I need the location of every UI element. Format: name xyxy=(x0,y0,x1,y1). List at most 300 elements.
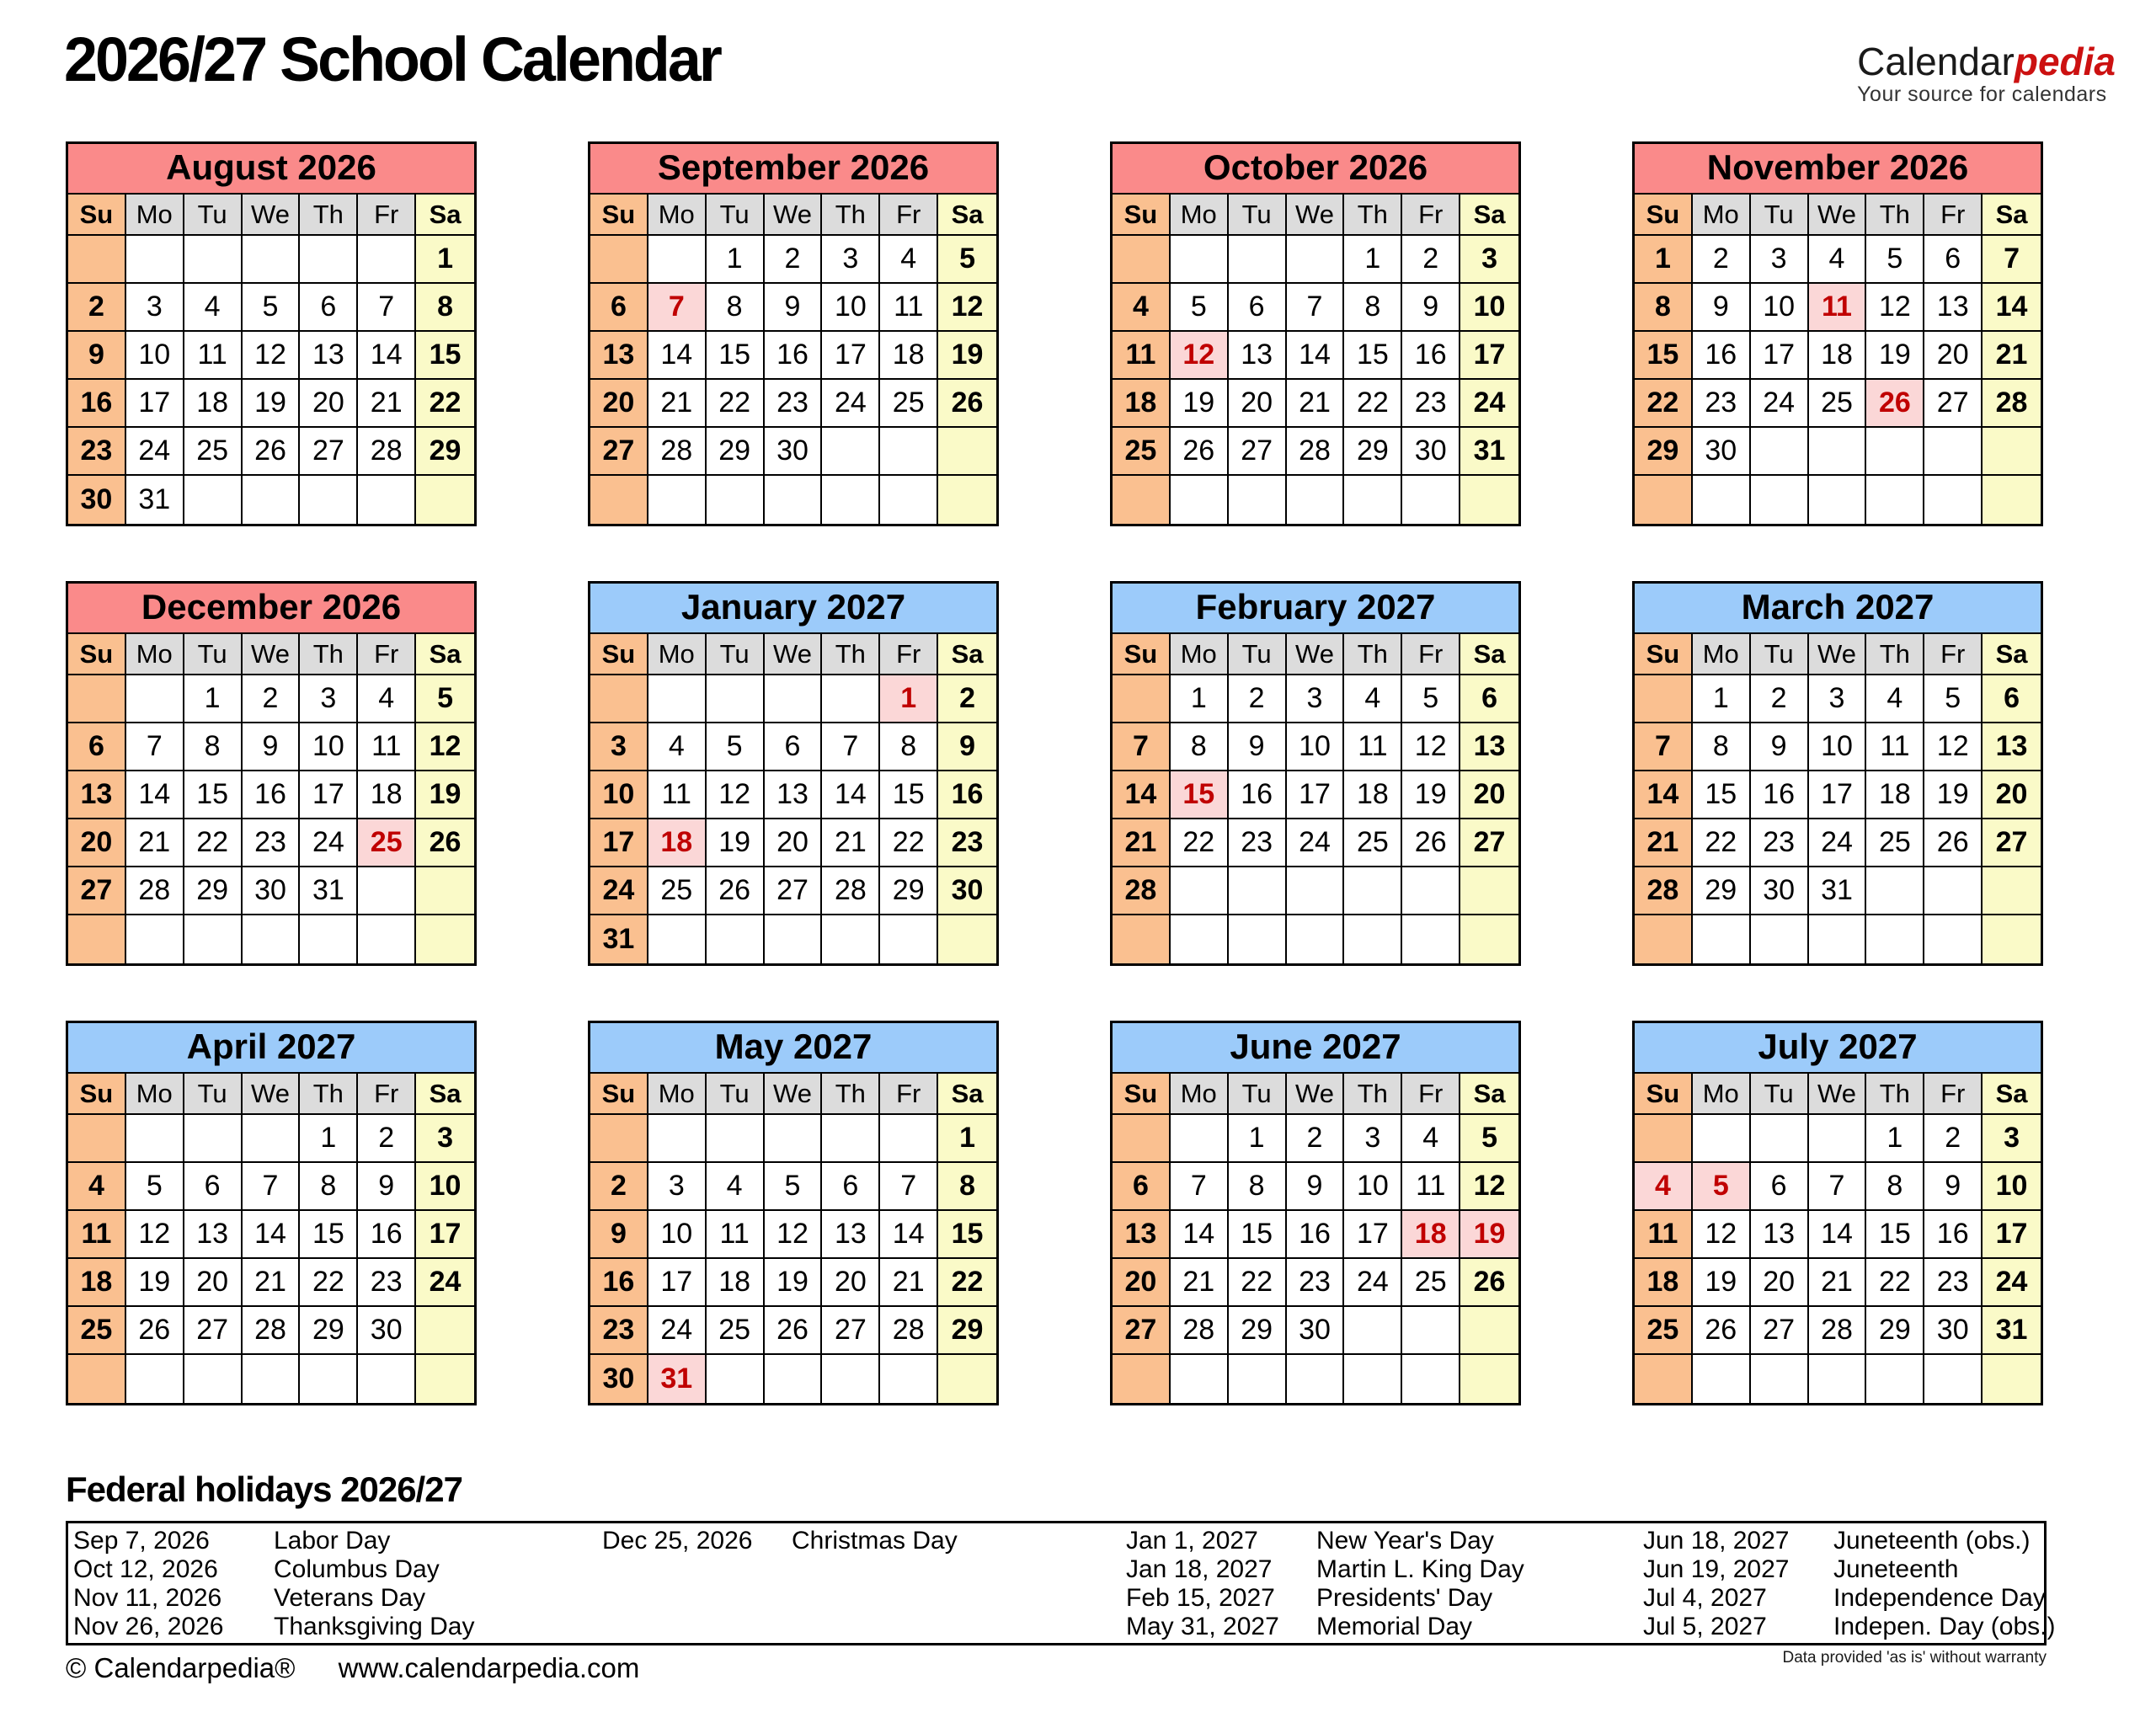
month-calendar xyxy=(66,1021,477,1405)
holiday-date: May 31, 2027 xyxy=(1126,1613,1279,1640)
weekday-header-cell: Mo xyxy=(126,1074,184,1115)
day-cell xyxy=(1171,476,1229,524)
day-cell: 10 xyxy=(1460,284,1518,332)
day-cell xyxy=(126,675,184,723)
day-cell xyxy=(880,428,938,476)
day-cell: 28 xyxy=(126,867,184,915)
day-cell: 1 xyxy=(1866,1115,1924,1163)
day-cell xyxy=(1402,1307,1460,1355)
disclaimer-text: Data provided 'as is' without warranty xyxy=(1782,1649,2047,1667)
weekday-header-cell: Mo xyxy=(1171,1074,1229,1115)
month-calendar xyxy=(1632,141,2043,526)
weekday-header-cell: Mo xyxy=(1171,634,1229,675)
weekday-header-cell: Fr xyxy=(1924,195,1983,236)
day-cell: 23 xyxy=(1402,380,1460,428)
day-cell: 20 xyxy=(1924,332,1983,380)
weekday-header-cell: Tu xyxy=(1751,1074,1809,1115)
weekday-header-cell: Th xyxy=(822,195,880,236)
day-cell: 24 xyxy=(1287,819,1345,867)
day-cell xyxy=(1983,867,2041,915)
day-cell xyxy=(243,1115,301,1163)
day-cell xyxy=(416,1307,474,1355)
day-cell: 9 xyxy=(1751,723,1809,771)
day-cell xyxy=(765,1355,823,1403)
day-cell: 29 xyxy=(880,867,938,915)
day-cell xyxy=(300,476,358,524)
day-cell: 29 xyxy=(1229,1307,1287,1355)
day-cell: 5 xyxy=(1171,284,1229,332)
weekday-header-cell: Th xyxy=(1866,1074,1924,1115)
day-cell: 14 xyxy=(1983,284,2041,332)
day-cell: 8 xyxy=(1171,723,1229,771)
day-cell: 20 xyxy=(590,380,648,428)
day-cell: 21 xyxy=(358,380,416,428)
day-cell xyxy=(822,915,880,963)
day-cell: 12 xyxy=(938,284,996,332)
day-cell: 13 xyxy=(1460,723,1518,771)
month-calendar xyxy=(588,581,999,966)
day-cell xyxy=(1344,476,1402,524)
day-cell: 5 xyxy=(707,723,765,771)
day-cell: 30 xyxy=(1751,867,1809,915)
day-cell: 7 xyxy=(1287,284,1345,332)
day-cell: 10 xyxy=(300,723,358,771)
day-cell xyxy=(1751,1115,1809,1163)
holiday-date: Jul 5, 2027 xyxy=(1643,1613,1767,1640)
day-cell: 9 xyxy=(1229,723,1287,771)
day-cell: 22 xyxy=(1171,819,1229,867)
day-cell: 15 xyxy=(300,1211,358,1259)
day-cell: 30 xyxy=(68,476,126,524)
day-cell: 9 xyxy=(590,1211,648,1259)
logo-brand-red: pedia xyxy=(2014,40,2116,83)
weekday-header-cell: Mo xyxy=(1693,1074,1751,1115)
day-cell: 30 xyxy=(1924,1307,1983,1355)
day-cell: 18 xyxy=(880,332,938,380)
day-cell xyxy=(243,236,301,284)
day-cell: 19 xyxy=(126,1259,184,1307)
day-cell xyxy=(938,915,996,963)
weekday-header-row xyxy=(1635,1074,2041,1115)
weekday-header-cell: Mo xyxy=(126,195,184,236)
day-cell: 10 xyxy=(1344,1163,1402,1211)
weekday-header-cell: Su xyxy=(68,195,126,236)
month-days xyxy=(68,1115,474,1403)
federal-holidays-heading: Federal holidays 2026/27 xyxy=(66,1469,462,1509)
day-cell: 25 xyxy=(1402,1259,1460,1307)
day-cell xyxy=(1287,236,1345,284)
day-cell: 13 xyxy=(1983,723,2041,771)
day-cell xyxy=(1635,1355,1693,1403)
day-cell: 29 xyxy=(1344,428,1402,476)
day-cell xyxy=(243,476,301,524)
day-cell xyxy=(1693,1355,1751,1403)
day-cell: 23 xyxy=(938,819,996,867)
day-cell: 24 xyxy=(416,1259,474,1307)
day-cell: 13 xyxy=(68,771,126,819)
day-cell xyxy=(765,915,823,963)
day-cell: 3 xyxy=(1751,236,1809,284)
day-cell xyxy=(1809,476,1867,524)
weekday-header-cell: Sa xyxy=(938,1074,996,1115)
day-cell: 20 xyxy=(1983,771,2041,819)
day-cell: 6 xyxy=(590,284,648,332)
day-cell: 10 xyxy=(648,1211,707,1259)
day-cell: 26 xyxy=(1460,1259,1518,1307)
day-cell: 12 xyxy=(1402,723,1460,771)
day-cell: 11 xyxy=(1635,1211,1693,1259)
day-cell: 1 xyxy=(416,236,474,284)
day-cell: 23 xyxy=(358,1259,416,1307)
month-calendar xyxy=(66,581,477,966)
day-cell xyxy=(707,476,765,524)
day-cell: 2 xyxy=(590,1163,648,1211)
day-cell: 17 xyxy=(590,819,648,867)
month-title: October 2026 xyxy=(1113,144,1518,195)
holiday-name: New Year's Day xyxy=(1316,1527,1494,1555)
day-cell: 14 xyxy=(243,1211,301,1259)
weekday-header-cell: We xyxy=(243,195,301,236)
day-cell xyxy=(1229,1355,1287,1403)
day-cell: 31 xyxy=(1983,1307,2041,1355)
day-cell: 8 xyxy=(184,723,243,771)
weekday-header-cell: Mo xyxy=(1693,195,1751,236)
day-cell: 22 xyxy=(1635,380,1693,428)
day-cell: 14 xyxy=(880,1211,938,1259)
day-cell: 28 xyxy=(1171,1307,1229,1355)
day-cell: 28 xyxy=(358,428,416,476)
day-cell: 27 xyxy=(1113,1307,1171,1355)
holiday-day-cell: 31 xyxy=(648,1355,707,1403)
day-cell: 4 xyxy=(1344,675,1402,723)
day-cell: 26 xyxy=(416,819,474,867)
day-cell: 5 xyxy=(938,236,996,284)
day-cell xyxy=(1809,428,1867,476)
day-cell xyxy=(707,1355,765,1403)
holiday-date: Sep 7, 2026 xyxy=(73,1527,210,1555)
weekday-header-cell: Fr xyxy=(1402,1074,1460,1115)
day-cell xyxy=(300,915,358,963)
day-cell xyxy=(416,476,474,524)
weekday-header-cell: Su xyxy=(68,1074,126,1115)
day-cell xyxy=(184,476,243,524)
day-cell: 5 xyxy=(1866,236,1924,284)
month-title: August 2026 xyxy=(68,144,474,195)
day-cell: 28 xyxy=(243,1307,301,1355)
day-cell: 17 xyxy=(1460,332,1518,380)
day-cell: 3 xyxy=(126,284,184,332)
day-cell: 16 xyxy=(243,771,301,819)
weekday-header-row xyxy=(68,634,474,675)
day-cell: 12 xyxy=(243,332,301,380)
day-cell xyxy=(880,1115,938,1163)
day-cell: 15 xyxy=(1229,1211,1287,1259)
day-cell xyxy=(184,915,243,963)
day-cell xyxy=(1171,236,1229,284)
day-cell xyxy=(822,428,880,476)
month-title: June 2027 xyxy=(1113,1023,1518,1074)
day-cell: 8 xyxy=(416,284,474,332)
day-cell: 29 xyxy=(416,428,474,476)
day-cell xyxy=(880,1355,938,1403)
day-cell: 24 xyxy=(1751,380,1809,428)
month-days xyxy=(1113,675,1518,963)
day-cell xyxy=(126,236,184,284)
month-calendar xyxy=(1632,581,2043,966)
weekday-header-cell: Fr xyxy=(358,634,416,675)
day-cell: 22 xyxy=(416,380,474,428)
day-cell xyxy=(1983,428,2041,476)
day-cell: 9 xyxy=(358,1163,416,1211)
month-title: March 2027 xyxy=(1635,584,2041,634)
day-cell xyxy=(1460,476,1518,524)
day-cell: 3 xyxy=(822,236,880,284)
day-cell: 28 xyxy=(1287,428,1345,476)
day-cell xyxy=(1171,867,1229,915)
day-cell: 2 xyxy=(1693,236,1751,284)
day-cell: 3 xyxy=(1983,1115,2041,1163)
day-cell: 13 xyxy=(1751,1211,1809,1259)
day-cell: 26 xyxy=(126,1307,184,1355)
day-cell: 18 xyxy=(1113,380,1171,428)
day-cell: 11 xyxy=(184,332,243,380)
day-cell: 13 xyxy=(300,332,358,380)
day-cell xyxy=(880,915,938,963)
day-cell xyxy=(822,675,880,723)
weekday-header-cell: Su xyxy=(1113,1074,1171,1115)
day-cell: 17 xyxy=(1344,1211,1402,1259)
month-days xyxy=(590,1115,996,1403)
day-cell: 19 xyxy=(1924,771,1983,819)
day-cell xyxy=(590,1115,648,1163)
day-cell xyxy=(1287,915,1345,963)
day-cell: 17 xyxy=(300,771,358,819)
day-cell xyxy=(590,236,648,284)
day-cell: 1 xyxy=(184,675,243,723)
day-cell: 12 xyxy=(1924,723,1983,771)
day-cell: 27 xyxy=(1460,819,1518,867)
day-cell xyxy=(1635,915,1693,963)
holiday-name: Christmas Day xyxy=(792,1527,958,1555)
day-cell: 26 xyxy=(1171,428,1229,476)
month-title: September 2026 xyxy=(590,144,996,195)
day-cell: 13 xyxy=(1113,1211,1171,1259)
day-cell xyxy=(184,1355,243,1403)
day-cell xyxy=(184,1115,243,1163)
month-calendar xyxy=(588,1021,999,1405)
day-cell: 24 xyxy=(1809,819,1867,867)
day-cell: 12 xyxy=(1866,284,1924,332)
holiday-name: Presidents' Day xyxy=(1316,1584,1493,1612)
holiday-name: Memorial Day xyxy=(1316,1613,1473,1640)
weekday-header-cell: Th xyxy=(822,634,880,675)
month-calendar xyxy=(588,141,999,526)
day-cell: 6 xyxy=(1460,675,1518,723)
day-cell: 19 xyxy=(765,1259,823,1307)
day-cell xyxy=(1113,915,1171,963)
day-cell: 25 xyxy=(648,867,707,915)
day-cell: 27 xyxy=(184,1307,243,1355)
day-cell: 12 xyxy=(707,771,765,819)
day-cell xyxy=(938,1355,996,1403)
day-cell xyxy=(822,1355,880,1403)
holiday-day-cell: 19 xyxy=(1460,1211,1518,1259)
day-cell: 10 xyxy=(416,1163,474,1211)
day-cell: 24 xyxy=(126,428,184,476)
weekday-header-cell: Tu xyxy=(1751,195,1809,236)
day-cell xyxy=(1635,675,1693,723)
day-cell xyxy=(1402,476,1460,524)
day-cell: 22 xyxy=(707,380,765,428)
day-cell: 2 xyxy=(68,284,126,332)
holiday-day-cell: 12 xyxy=(1171,332,1229,380)
day-cell: 20 xyxy=(822,1259,880,1307)
day-cell: 6 xyxy=(1924,236,1983,284)
day-cell: 20 xyxy=(1460,771,1518,819)
holiday-day-cell: 26 xyxy=(1866,380,1924,428)
day-cell: 8 xyxy=(880,723,938,771)
weekday-header-row xyxy=(1635,195,2041,236)
weekday-header-cell: Th xyxy=(1344,195,1402,236)
day-cell: 27 xyxy=(1229,428,1287,476)
month-title: July 2027 xyxy=(1635,1023,2041,1074)
day-cell xyxy=(822,476,880,524)
day-cell: 22 xyxy=(1344,380,1402,428)
calendarpedia-logo xyxy=(1857,42,2116,107)
day-cell: 29 xyxy=(1635,428,1693,476)
day-cell xyxy=(765,1115,823,1163)
day-cell: 10 xyxy=(590,771,648,819)
day-cell: 2 xyxy=(1751,675,1809,723)
day-cell: 9 xyxy=(938,723,996,771)
day-cell xyxy=(938,476,996,524)
day-cell xyxy=(648,675,707,723)
month-title: February 2027 xyxy=(1113,584,1518,634)
month-title: April 2027 xyxy=(68,1023,474,1074)
day-cell: 30 xyxy=(358,1307,416,1355)
day-cell: 24 xyxy=(1460,380,1518,428)
holiday-date: Nov 11, 2026 xyxy=(73,1584,222,1612)
day-cell xyxy=(1693,476,1751,524)
day-cell xyxy=(416,915,474,963)
day-cell: 23 xyxy=(1924,1259,1983,1307)
day-cell xyxy=(1924,867,1983,915)
day-cell: 24 xyxy=(822,380,880,428)
day-cell: 3 xyxy=(1344,1115,1402,1163)
day-cell xyxy=(358,236,416,284)
holiday-date: Jan 1, 2027 xyxy=(1126,1527,1258,1555)
day-cell: 25 xyxy=(184,428,243,476)
day-cell: 23 xyxy=(1751,819,1809,867)
day-cell: 10 xyxy=(822,284,880,332)
day-cell: 27 xyxy=(590,428,648,476)
day-cell: 25 xyxy=(1635,1307,1693,1355)
day-cell: 17 xyxy=(822,332,880,380)
day-cell: 3 xyxy=(416,1115,474,1163)
weekday-header-row xyxy=(590,195,996,236)
day-cell: 8 xyxy=(938,1163,996,1211)
day-cell xyxy=(1751,1355,1809,1403)
weekday-header-cell: Su xyxy=(1635,195,1693,236)
day-cell xyxy=(300,1355,358,1403)
holiday-day-cell: 7 xyxy=(648,284,707,332)
day-cell: 18 xyxy=(1866,771,1924,819)
day-cell: 2 xyxy=(1402,236,1460,284)
month-days xyxy=(1113,1115,1518,1403)
day-cell: 4 xyxy=(880,236,938,284)
month-days xyxy=(590,675,996,963)
day-cell: 6 xyxy=(1229,284,1287,332)
day-cell: 11 xyxy=(648,771,707,819)
day-cell: 29 xyxy=(707,428,765,476)
day-cell xyxy=(126,1355,184,1403)
holiday-name: Veterans Day xyxy=(274,1584,426,1612)
holiday-day-cell: 5 xyxy=(1693,1163,1751,1211)
day-cell xyxy=(1460,867,1518,915)
day-cell: 14 xyxy=(358,332,416,380)
day-cell: 18 xyxy=(1344,771,1402,819)
weekday-header-cell: Su xyxy=(590,195,648,236)
weekday-header-cell: Fr xyxy=(880,195,938,236)
day-cell xyxy=(765,675,823,723)
weekday-header-cell: Mo xyxy=(1171,195,1229,236)
day-cell: 7 xyxy=(1113,723,1171,771)
day-cell: 24 xyxy=(1983,1259,2041,1307)
month-days xyxy=(68,675,474,963)
day-cell: 28 xyxy=(880,1307,938,1355)
day-cell: 11 xyxy=(1866,723,1924,771)
weekday-header-cell: Tu xyxy=(1751,634,1809,675)
day-cell: 18 xyxy=(68,1259,126,1307)
day-cell: 12 xyxy=(416,723,474,771)
weekday-header-cell: Sa xyxy=(1983,634,2041,675)
holiday-date: Dec 25, 2026 xyxy=(602,1527,753,1555)
weekday-header-cell: We xyxy=(1287,195,1345,236)
day-cell: 26 xyxy=(1693,1307,1751,1355)
day-cell: 2 xyxy=(765,236,823,284)
month-calendar xyxy=(66,141,477,526)
day-cell xyxy=(648,476,707,524)
holiday-name: Labor Day xyxy=(274,1527,391,1555)
weekday-header-cell: Tu xyxy=(707,634,765,675)
day-cell: 6 xyxy=(300,284,358,332)
day-cell: 19 xyxy=(416,771,474,819)
weekday-header-cell: We xyxy=(1809,1074,1867,1115)
day-cell: 16 xyxy=(1229,771,1287,819)
day-cell xyxy=(1171,915,1229,963)
day-cell xyxy=(590,476,648,524)
day-cell: 3 xyxy=(1287,675,1345,723)
day-cell: 13 xyxy=(184,1211,243,1259)
day-cell xyxy=(1924,428,1983,476)
day-cell: 8 xyxy=(1344,284,1402,332)
day-cell: 7 xyxy=(1809,1163,1867,1211)
day-cell: 23 xyxy=(1229,819,1287,867)
day-cell: 27 xyxy=(765,867,823,915)
day-cell: 21 xyxy=(243,1259,301,1307)
day-cell: 3 xyxy=(1809,675,1867,723)
day-cell: 14 xyxy=(1171,1211,1229,1259)
day-cell: 28 xyxy=(648,428,707,476)
federal-holidays-table xyxy=(66,1521,2056,1645)
day-cell xyxy=(1866,428,1924,476)
day-cell xyxy=(1287,867,1345,915)
day-cell: 20 xyxy=(765,819,823,867)
day-cell: 23 xyxy=(1693,380,1751,428)
holiday-name: Thanksgiving Day xyxy=(274,1613,475,1640)
weekday-header-cell: Tu xyxy=(707,195,765,236)
day-cell: 24 xyxy=(648,1307,707,1355)
